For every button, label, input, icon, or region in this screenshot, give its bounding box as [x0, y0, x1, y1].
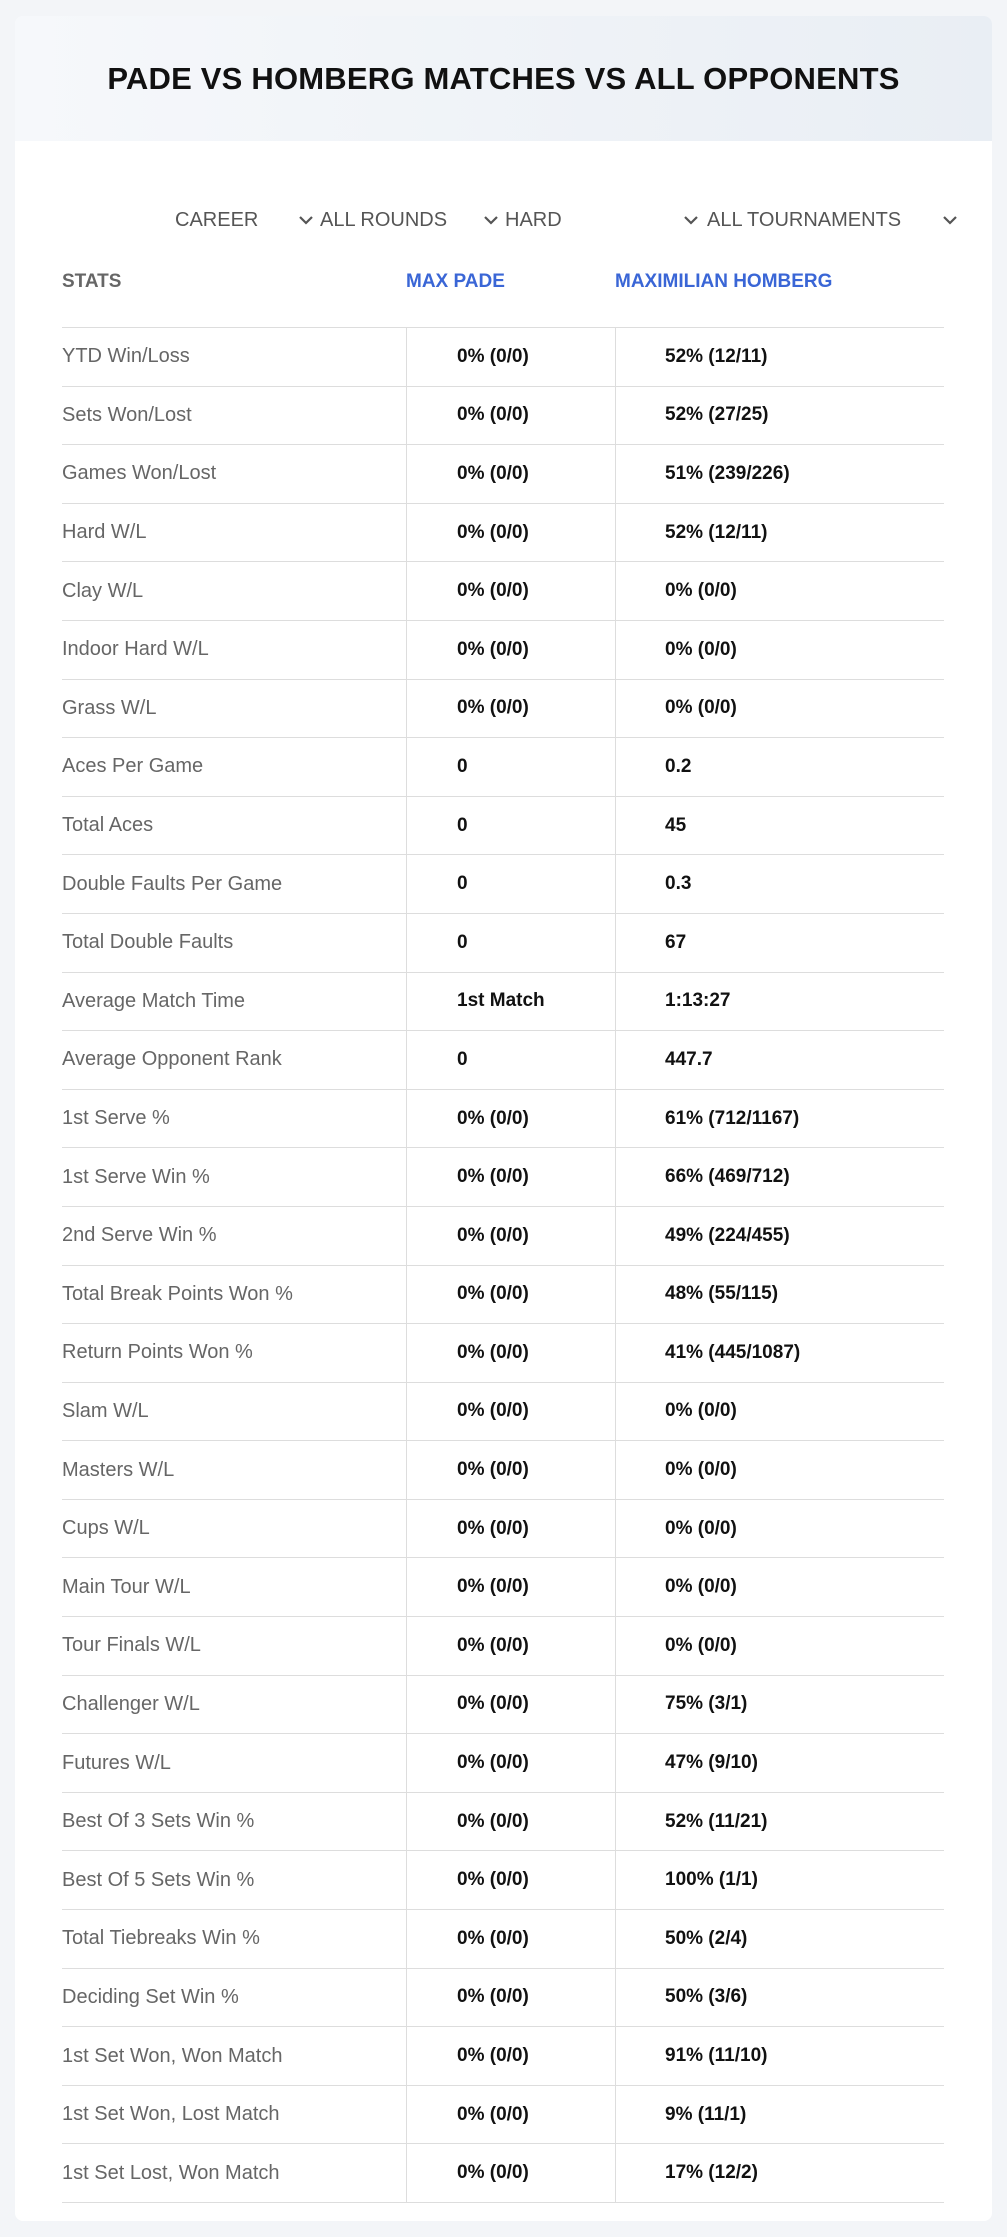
- player2-value: 0% (0/0): [665, 1459, 737, 1481]
- stats-card: [15, 16, 992, 2221]
- player2-value: 52% (27/25): [665, 404, 769, 426]
- stat-label: Total Double Faults: [62, 931, 234, 954]
- table-row: [62, 1969, 944, 2028]
- player2-value: 0% (0/0): [665, 638, 737, 660]
- chevron-down-icon: [941, 211, 959, 229]
- player1-value: 0% (0/0): [406, 504, 616, 562]
- stat-label: Total Aces: [62, 814, 154, 837]
- stat-label: Slam W/L: [62, 1399, 149, 1422]
- player2-value: 45: [665, 814, 687, 836]
- stat-label: Futures W/L: [62, 1751, 171, 1774]
- player2-value: 9% (11/1): [665, 2103, 747, 2125]
- filter-tournament-select[interactable]: [707, 190, 959, 250]
- player2-value: 52% (11/21): [665, 1810, 768, 1832]
- player1-value: 0% (0/0): [406, 1148, 616, 1206]
- table-row: [62, 1383, 944, 1442]
- player2-value: 0% (0/0): [665, 580, 737, 602]
- table-row: [62, 328, 944, 387]
- player2-value: 17% (12/2): [665, 2162, 758, 2184]
- stat-label: Double Faults Per Game: [62, 872, 283, 895]
- header-stats: STATS: [62, 271, 122, 292]
- stat-label: Masters W/L: [62, 1458, 175, 1481]
- player1-value: 0% (0/0): [406, 445, 616, 503]
- player1-value: 0% (0/0): [406, 2086, 616, 2144]
- table-row: [62, 2027, 944, 2086]
- stat-label: Total Break Points Won %: [62, 1282, 293, 1305]
- stat-label: Indoor Hard W/L: [62, 638, 209, 661]
- player2-value: 50% (2/4): [665, 1927, 748, 1949]
- stat-label: Games Won/Lost: [62, 462, 217, 485]
- player1-value: 0% (0/0): [406, 1266, 616, 1324]
- table-row: [62, 562, 944, 621]
- stat-label: Main Tour W/L: [62, 1575, 191, 1598]
- table-row: [62, 855, 944, 914]
- player2-value: 100% (1/1): [665, 1869, 758, 1891]
- stat-label: Average Opponent Rank: [62, 1048, 282, 1071]
- player1-value: 0% (0/0): [406, 387, 616, 445]
- player1-value: 0% (0/0): [406, 328, 616, 386]
- stat-label: Challenger W/L: [62, 1692, 200, 1715]
- player2-value: 0.3: [665, 873, 692, 895]
- stat-label: 1st Set Won, Won Match: [62, 2044, 283, 2067]
- player1-value: 1st Match: [406, 973, 616, 1031]
- filter-bar: [15, 190, 992, 250]
- player2-value: 0% (0/0): [665, 1576, 737, 1598]
- table-row: [62, 504, 944, 563]
- player1-value: 0% (0/0): [406, 621, 616, 679]
- filter-label: ALL TOURNAMENTS: [707, 208, 902, 231]
- table-row: [62, 387, 944, 446]
- stat-label: Clay W/L: [62, 579, 144, 602]
- player1-value: 0% (0/0): [406, 1617, 616, 1675]
- player2-value: 0% (0/0): [665, 1634, 737, 1656]
- table-row: [62, 973, 944, 1032]
- player2-value: 41% (445/1087): [665, 1341, 801, 1363]
- chevron-down-icon: [682, 211, 700, 229]
- player2-value: 67: [665, 931, 687, 953]
- filter-label: HARD: [505, 208, 562, 231]
- player2-value: 0.2: [665, 755, 692, 777]
- table-header: [62, 250, 944, 328]
- player2-value: 0% (0/0): [665, 697, 737, 719]
- table-row: [62, 1441, 944, 1500]
- table-row: [62, 1324, 944, 1383]
- player2-value: 49% (224/455): [665, 1224, 790, 1246]
- player2-value: 50% (3/6): [665, 1986, 748, 2008]
- stat-label: 1st Set Lost, Won Match: [62, 2161, 280, 2184]
- table-row: [62, 1910, 944, 1969]
- player1-value: 0% (0/0): [406, 1851, 616, 1909]
- filter-label: CAREER: [175, 208, 259, 231]
- header-player2[interactable]: MAXIMILIAN HOMBERG: [615, 271, 833, 292]
- player1-value: 0% (0/0): [406, 1207, 616, 1265]
- player1-value: 0: [406, 855, 616, 913]
- player1-value: 0% (0/0): [406, 1969, 616, 2027]
- stat-label: Tour Finals W/L: [62, 1634, 201, 1657]
- player1-value: 0% (0/0): [406, 1500, 616, 1558]
- player2-value: 91% (11/10): [665, 2045, 768, 2067]
- player1-value: 0% (0/0): [406, 1383, 616, 1441]
- player1-value: 0% (0/0): [406, 2027, 616, 2085]
- filter-label: ALL ROUNDS: [320, 208, 448, 231]
- player1-value: 0% (0/0): [406, 1558, 616, 1616]
- table-row: [62, 1734, 944, 1793]
- table-row: [62, 1558, 944, 1617]
- player2-value: 75% (3/1): [665, 1693, 748, 1715]
- player2-value: 447.7: [665, 1048, 713, 1070]
- player2-value: 66% (469/712): [665, 1166, 790, 1188]
- stat-label: Grass W/L: [62, 696, 157, 719]
- table-row: [62, 1500, 944, 1559]
- player1-value: 0% (0/0): [406, 562, 616, 620]
- stat-label: Hard W/L: [62, 521, 147, 544]
- player2-value: 52% (12/11): [665, 521, 768, 543]
- player2-value: 52% (12/11): [665, 345, 768, 367]
- table-row: [62, 680, 944, 739]
- table-row: [62, 914, 944, 973]
- table-row: [62, 1031, 944, 1090]
- table-body: [62, 328, 944, 2203]
- chevron-down-icon: [297, 211, 315, 229]
- card-header: [15, 16, 992, 141]
- stat-label: 1st Serve %: [62, 1107, 170, 1130]
- player1-value: 0% (0/0): [406, 1324, 616, 1382]
- table-row: [62, 621, 944, 680]
- player2-value: 51% (239/226): [665, 462, 790, 484]
- player2-value: 1:13:27: [665, 990, 731, 1012]
- filter-surface-select[interactable]: [505, 190, 700, 250]
- stat-label: Return Points Won %: [62, 1341, 253, 1364]
- player2-value: 0% (0/0): [665, 1517, 737, 1539]
- stat-label: Average Match Time: [62, 989, 246, 1012]
- table-row: [62, 1148, 944, 1207]
- player1-value: 0: [406, 914, 616, 972]
- table-row: [62, 1090, 944, 1149]
- table-row: [62, 1676, 944, 1735]
- table-row: [62, 445, 944, 504]
- player1-value: 0% (0/0): [406, 1734, 616, 1792]
- stat-label: Deciding Set Win %: [62, 1985, 239, 2008]
- stat-label: Total Tiebreaks Win %: [62, 1927, 260, 1950]
- player1-value: 0% (0/0): [406, 2144, 616, 2202]
- player1-value: 0: [406, 738, 616, 796]
- table-row: [62, 2086, 944, 2145]
- filter-round-select[interactable]: [320, 190, 500, 250]
- stat-label: Sets Won/Lost: [62, 403, 192, 426]
- player1-value: 0: [406, 797, 616, 855]
- table-row: [62, 1851, 944, 1910]
- player1-value: 0% (0/0): [406, 1910, 616, 1968]
- stat-label: 1st Serve Win %: [62, 1165, 210, 1188]
- table-row: [62, 1207, 944, 1266]
- player1-value: 0% (0/0): [406, 680, 616, 738]
- table-row: [62, 1266, 944, 1325]
- player1-value: 0% (0/0): [406, 1676, 616, 1734]
- stat-label: Best Of 3 Sets Win %: [62, 1810, 255, 1833]
- player1-value: 0: [406, 1031, 616, 1089]
- player2-value: 0% (0/0): [665, 1400, 737, 1422]
- header-player1[interactable]: MAX PADE: [406, 271, 505, 292]
- table-row: [62, 797, 944, 856]
- chevron-down-icon: [482, 211, 500, 229]
- stat-label: 2nd Serve Win %: [62, 1224, 217, 1247]
- table-row: [62, 1793, 944, 1852]
- stat-label: Best Of 5 Sets Win %: [62, 1868, 255, 1891]
- stat-label: Cups W/L: [62, 1517, 150, 1540]
- player1-value: 0% (0/0): [406, 1793, 616, 1851]
- table-row: [62, 2144, 944, 2203]
- stat-label: Aces Per Game: [62, 755, 204, 778]
- player2-value: 48% (55/115): [665, 1283, 779, 1305]
- player2-value: 47% (9/10): [665, 1752, 758, 1774]
- player1-value: 0% (0/0): [406, 1441, 616, 1499]
- page-title: PADE VS HOMBERG MATCHES VS ALL OPPONENTS: [107, 60, 900, 96]
- stat-label: 1st Set Won, Lost Match: [62, 2103, 280, 2126]
- stats-table: [62, 250, 944, 2203]
- table-row: [62, 1617, 944, 1676]
- filter-period-select[interactable]: [175, 190, 315, 250]
- table-row: [62, 738, 944, 797]
- player2-value: 61% (712/1167): [665, 1107, 800, 1129]
- player1-value: 0% (0/0): [406, 1090, 616, 1148]
- stat-label: YTD Win/Loss: [62, 345, 190, 368]
